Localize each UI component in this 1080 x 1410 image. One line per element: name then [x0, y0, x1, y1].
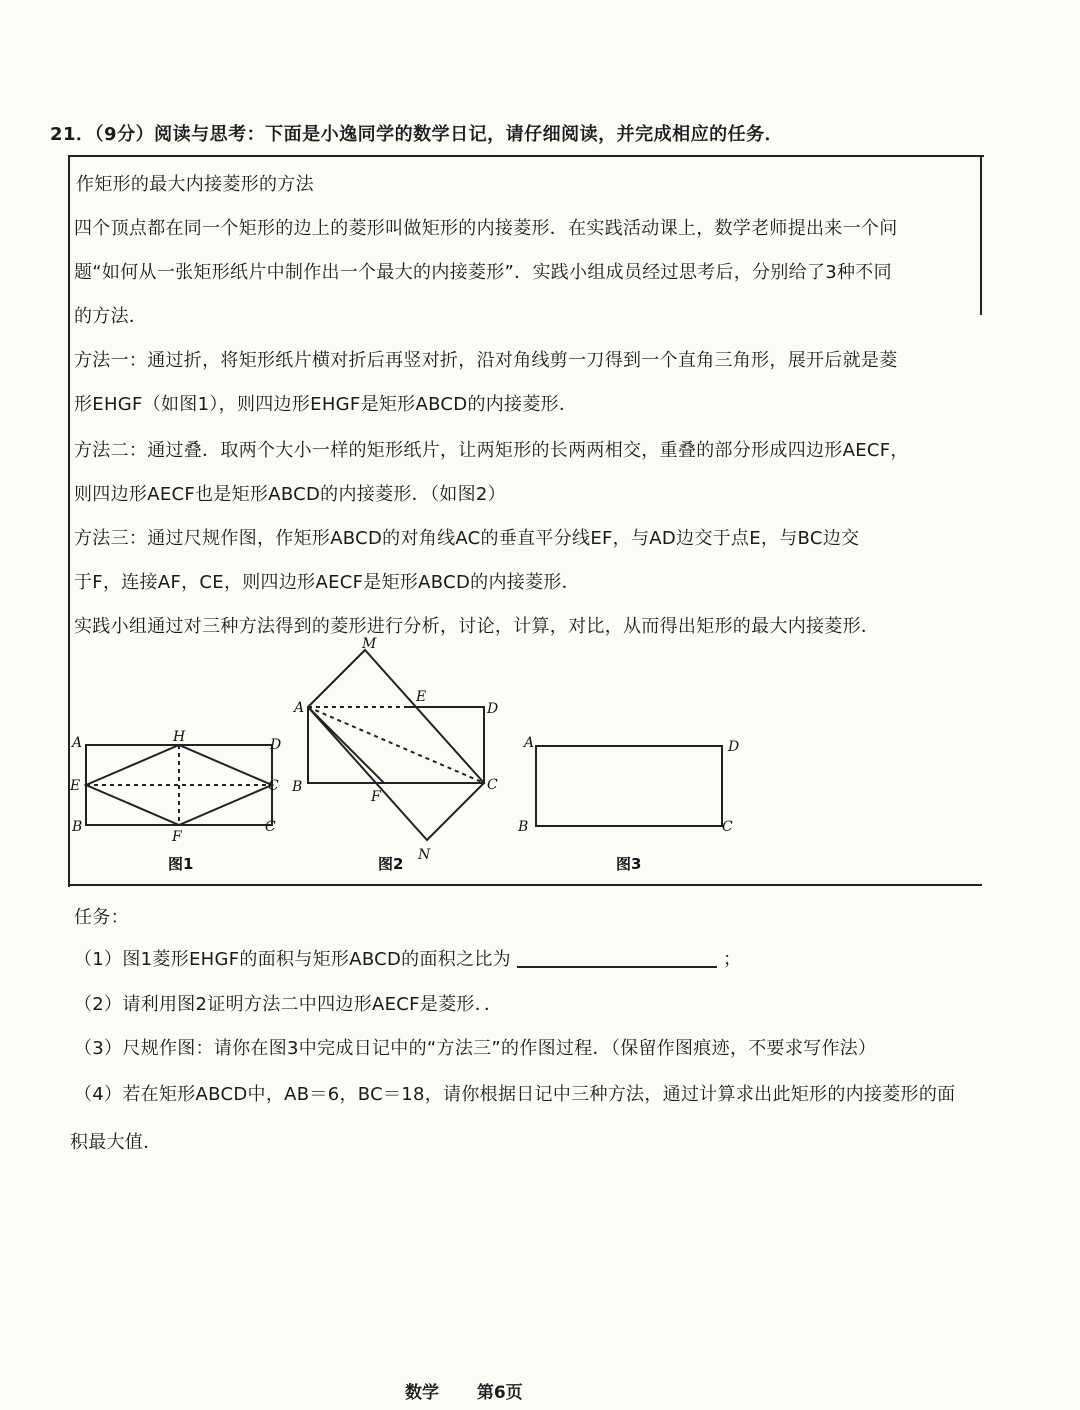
fig1-caption: 图1	[168, 855, 194, 873]
diary-line: 则四边形AECF也是矩形ABCD的内接菱形．（如图2）	[74, 484, 506, 505]
fig3-rectangle	[536, 746, 722, 826]
fig2-label-c: C	[487, 777, 498, 793]
task-1-answer-blank[interactable]	[517, 966, 717, 968]
fig2-label-e: E	[416, 689, 427, 705]
fig2-caption: 图2	[378, 855, 404, 873]
tasks-heading: 任务：	[74, 907, 129, 928]
footer-subject: 数学	[405, 1383, 439, 1403]
task-1	[74, 945, 741, 971]
fig1-label-c2: C	[265, 819, 276, 835]
fig1-label-f: F	[172, 829, 182, 845]
diary-line: 题“如何从一张矩形纸片中制作出一个最大的内接菱形”．实践小组成员经过思考后，分别给了3种不同	[74, 262, 892, 283]
task-4-line-1: （4）若在矩形ABCD中，AB＝6，BC＝18，请你根据日记中三种方法，通过计算求出此矩形的内接菱形的面	[74, 1084, 956, 1105]
diary-box-bottom-edge	[68, 884, 982, 886]
fig1-label-c: C	[268, 778, 279, 794]
task-4-line-2: 积最大值．	[70, 1132, 162, 1153]
fig2-label-m: M	[362, 636, 377, 652]
fig2-label-f: F	[371, 789, 381, 805]
task-3: （3）尺规作图：请你在图3中完成日记中的“方法三”的作图过程．（保留作图痕迹，不要求写作法）	[74, 1038, 877, 1059]
diary-box-right-edge	[980, 155, 982, 315]
task-2: （2）请利用图2证明方法二中四边形AECF是菱形．．	[74, 994, 503, 1015]
figure-2	[308, 650, 484, 840]
diary-line: 四个顶点都在同一个矩形的边上的菱形叫做矩形的内接菱形．在实践活动课上，数学老师提出来一个问	[74, 218, 898, 239]
task-1-end: ；	[723, 949, 742, 970]
fig1-label-b: B	[72, 819, 83, 835]
fig2-label-a: A	[294, 700, 305, 716]
figures-area	[60, 635, 1000, 880]
fig3-label-a: A	[524, 735, 535, 751]
fig2-rectangle-amcn	[308, 650, 484, 840]
diary-line: 形EHGF（如图1），则四边形EHGF是矩形ABCD的内接菱形．	[74, 394, 578, 415]
diary-line: 方法一：通过折，将矩形纸片横对折后再竖对折，沿对角线剪一刀得到一个直角三角形，展开后就是菱	[74, 350, 898, 371]
diary-line: 方法二：通过叠．取两个大小一样的矩形纸片，让两矩形的长两两相交，重叠的部分形成四边形AECF，	[74, 440, 909, 461]
fig2-line-af	[308, 707, 384, 783]
fig3-label-c: C	[722, 819, 733, 835]
fig2-label-n: N	[418, 847, 431, 863]
diary-line: 的方法．	[74, 306, 148, 327]
diary-line: 方法三：通过尺规作图，作矩形ABCD的对角线AC的垂直平分线EF，与AD边交于点E，与BC边交	[74, 528, 860, 549]
diary-title: 作矩形的最大内接菱形的方法	[76, 174, 314, 195]
fig2-label-b: B	[292, 779, 303, 795]
fig2-dashed-ac	[308, 707, 484, 783]
fig1-label-d: D	[270, 737, 282, 753]
diary-line: 实践小组通过对三种方法得到的菱形进行分析，讨论，计算，对比，从而得出矩形的最大内接菱形．	[74, 616, 880, 637]
question-header: 21．（9分）阅读与思考：下面是小逸同学的数学日记，请仔细阅读，并完成相应的任务．	[50, 124, 784, 145]
fig1-label-h: H	[173, 729, 186, 745]
fig3-label-d: D	[728, 739, 740, 755]
figure-1	[86, 745, 272, 825]
task-1-text: （1）图1菱形EHGF的面积与矩形ABCD的面积之比为	[74, 949, 511, 970]
fig3-caption: 图3	[616, 855, 642, 873]
figure-3	[536, 746, 722, 826]
fig2-label-d: D	[487, 701, 499, 717]
fig1-label-a: A	[72, 735, 83, 751]
footer-page-number: 第6页	[476, 1383, 523, 1403]
fig1-label-e: E	[70, 778, 81, 794]
diary-line: 于F，连接AF，CE，则四边形AECF是矩形ABCD的内接菱形．	[74, 572, 580, 593]
fig3-label-b: B	[518, 819, 529, 835]
page-footer	[405, 1378, 523, 1403]
